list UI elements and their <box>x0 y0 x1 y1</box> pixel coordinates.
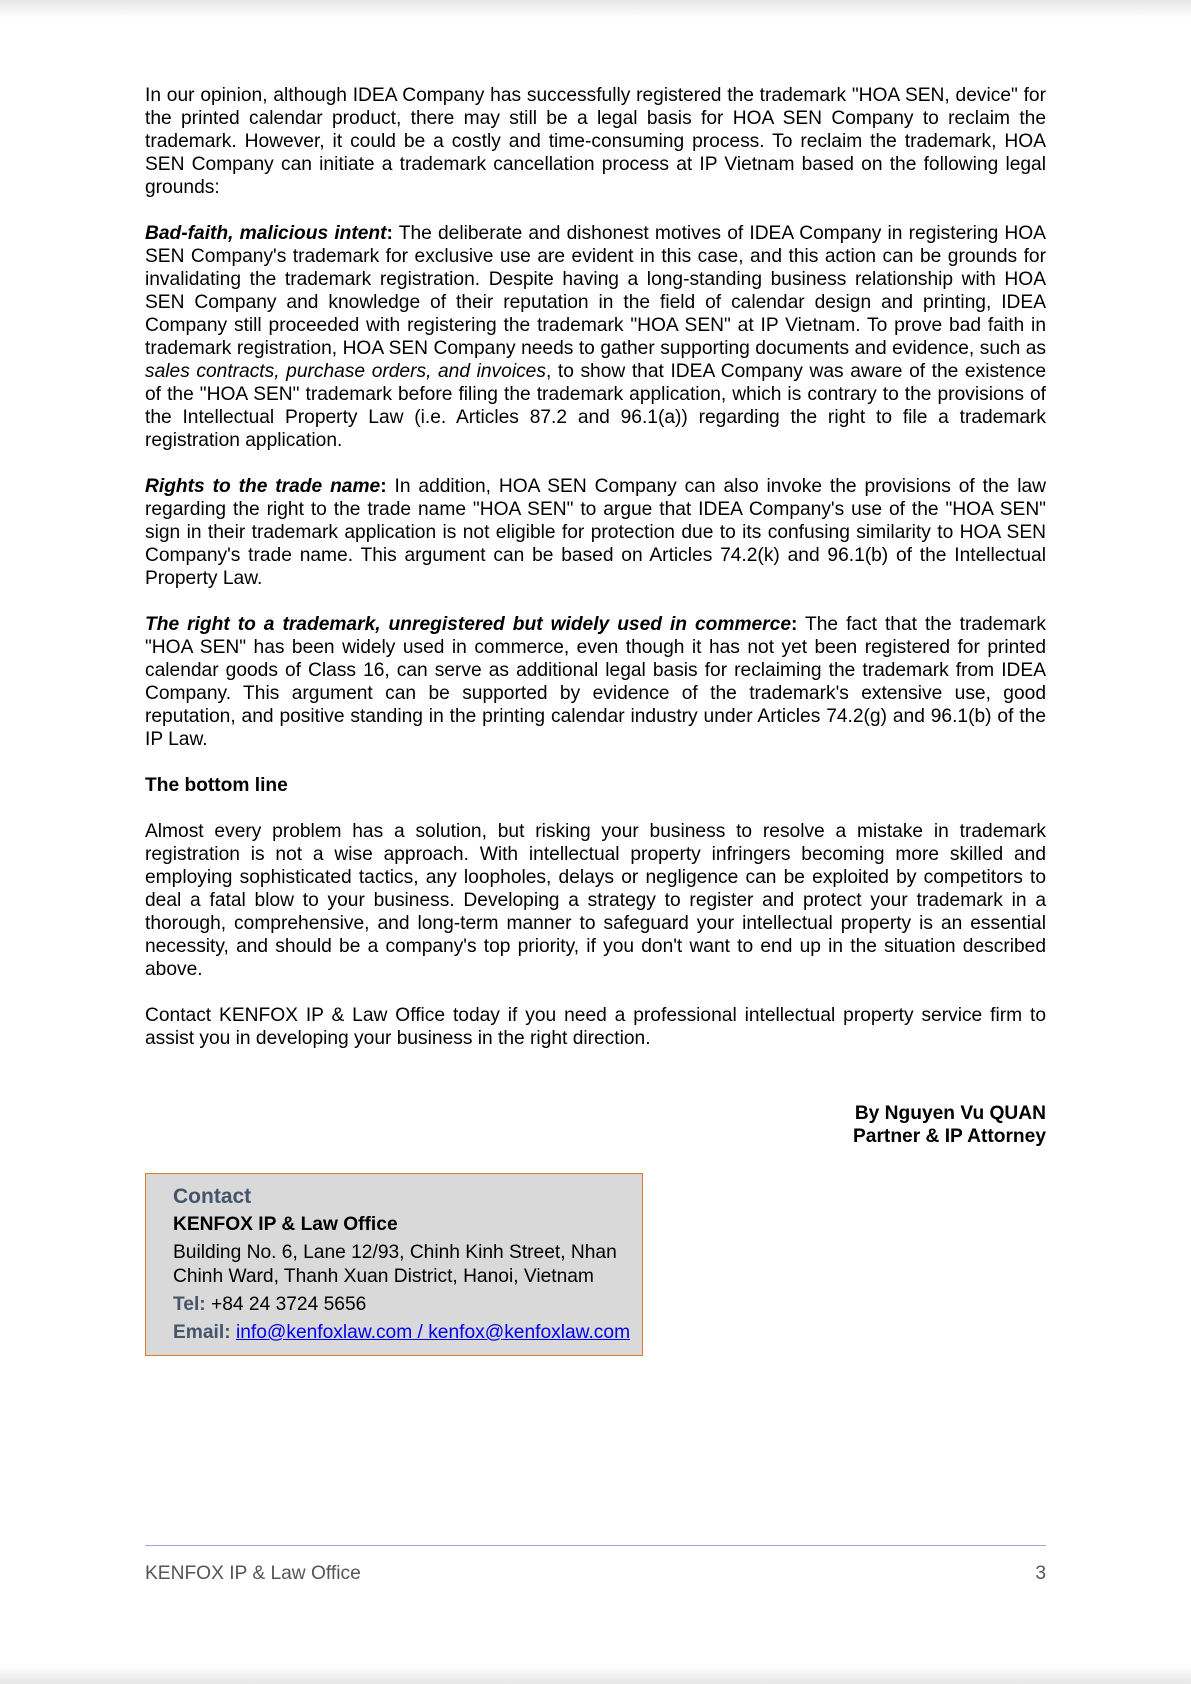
trade-name-colon: : <box>380 476 387 497</box>
page-bottom-shadow <box>0 1666 1191 1684</box>
author-signature <box>145 1102 1046 1148</box>
document-body <box>145 84 1046 1050</box>
contact-address <box>173 1241 642 1289</box>
bad-faith-lead: Bad-faith, malicious intent <box>145 223 387 244</box>
contact-email <box>173 1321 642 1345</box>
unregistered-lead: The right to a trademark, unregistered but widely used in commerce <box>145 614 791 635</box>
footer-divider <box>145 1545 1046 1546</box>
contact-address-line-2: Chinh Ward, Thanh Xuan District, Hanoi, Vietnam <box>173 1266 594 1287</box>
author-name: By Nguyen Vu QUAN <box>854 1103 1046 1124</box>
paragraph-conclusion: Almost every problem has a solution, but risking your business to resolve a mistake in trademark registration is not a wise approach. With intellectual property infringers becoming more skilled and employing sophisticated tactics, any loopholes, delays or negligence can be exploited by competitors to deal a fatal blow to your business. Developing a strategy to register and protect your trademark in a thorough, comprehensive, and long-term manner to safeguard your intellectual property is an essential necessity, and should be a company's top priority, if you don't want to end up in the situation described above. <box>145 821 1046 980</box>
contact-tel <box>173 1293 642 1317</box>
page-top-shadow <box>0 0 1191 18</box>
footer-page-number: 3 <box>1035 1563 1046 1584</box>
author-role: Partner & IP Attorney <box>853 1126 1046 1147</box>
paragraph-intro: In our opinion, although IDEA Company has successfully registered the trademark "HOA SEN, device" for the printed calendar product, there may still be a legal basis for HOA SEN Company to reclaim the trademark. However, it could be a costly and time-consuming process. To reclaim the trademark, HOA SEN Company can initiate a trademark cancellation process at IP Vietnam based on the following legal grounds: <box>145 85 1046 198</box>
contact-title: Contact <box>173 1185 252 1208</box>
bad-faith-text-b: , to show that IDEA Company was aware of the existence of the "HOA SEN" trademark before filing the trademark application, which is contrary to the provisions of the Intellectual Property Law (i.e. Articles 87.2 and 96.1(a)) regarding the right to file a trademark registration application. <box>145 361 1046 451</box>
paragraph-contact-cta: Contact KENFOX IP & Law Office today if you need a professional intellectual property service firm to assist you in developing your business in the right direction. <box>145 1005 1046 1049</box>
section-heading-bottom-line: The bottom line <box>145 775 288 796</box>
unregistered-text: The fact that the trademark "HOA SEN" has been widely used in commerce, even though it has not yet been registered for printed calendar goods of Class 16, can serve as additional legal basis for reclaiming the trademark from IDEA Company. This argument can be supported by evidence of the trademark's extensive use, good reputation, and positive standing in the printing calendar industry under Articles 74.2(g) and 96.1(b) of the IP Law. <box>145 614 1046 750</box>
bad-faith-text-a: The deliberate and dishonest motives of IDEA Company in registering HOA SEN Company's trademark for exclusive use are evident in this case, and this action can be grounds for invalidating the trademark registration. Despite having a long-standing business relationship with HOA SEN Company and knowledge of their reputation in the field of calendar design and printing, IDEA Company still proceeded with registering the trademark "HOA SEN" at IP Vietnam. To prove bad faith in trademark registration, HOA SEN Company needs to gather supporting documents and evidence, such as <box>145 223 1046 359</box>
email-link-kenfox[interactable]: / kenfox@kenfoxlaw.com <box>412 1322 631 1343</box>
trade-name-text: In addition, HOA SEN Company can also invoke the provisions of the law regarding the right to the trade name "HOA SEN" to argue that IDEA Company's use of the "HOA SEN" sign in their trademark application is not eligible for protection due to its confusing similarity to HOA SEN Company's trade name. This argument can be based on Articles 74.2(k) and 96.1(b) of the Intellectual Property Law. <box>145 476 1047 589</box>
tel-label: Tel: <box>173 1294 206 1315</box>
paragraph-bad-faith <box>145 222 1046 452</box>
email-label: Email: <box>173 1322 231 1343</box>
contact-box <box>145 1173 643 1356</box>
footer-office-name: KENFOX IP & Law Office <box>145 1563 361 1584</box>
paragraph-unregistered-trademark <box>145 613 1046 751</box>
bad-faith-colon: : <box>386 223 393 244</box>
bad-faith-evidence: sales contracts, purchase orders, and invoices <box>145 361 546 382</box>
email-link-info[interactable]: info@kenfoxlaw.com <box>235 1322 413 1343</box>
contact-office-name: KENFOX IP & Law Office <box>173 1214 398 1235</box>
contact-address-line-1: Building No. 6, Lane 12/93, Chinh Kinh Street, Nhan <box>173 1242 617 1263</box>
paragraph-trade-name <box>145 475 1046 590</box>
trade-name-lead: Rights to the trade name <box>145 476 381 497</box>
tel-value: +84 24 3724 5656 <box>211 1294 367 1315</box>
unregistered-colon: : <box>791 614 798 635</box>
